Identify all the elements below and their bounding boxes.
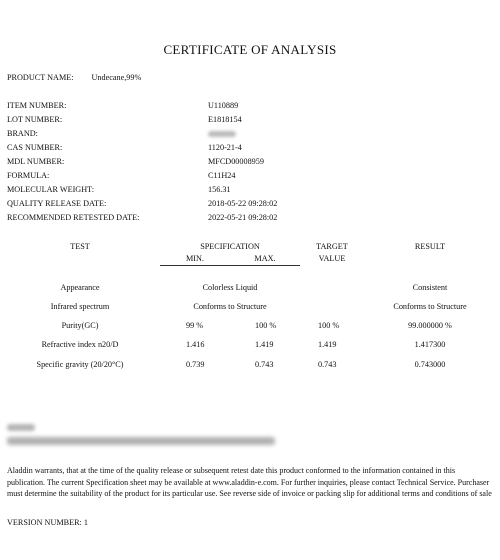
row-min: 0.739 (186, 360, 205, 369)
brand-redacted (208, 131, 236, 137)
header-target: TARGET (316, 242, 348, 251)
row-test: Infrared spectrum (50, 302, 110, 311)
row-result: 99.000000 % (408, 321, 452, 330)
info-label: RECOMMENDED RETESTED DATE: (7, 213, 140, 222)
header-specification: SPECIFICATION (200, 242, 260, 251)
row-min: 99 % (186, 321, 204, 330)
document-title: CERTIFICATE OF ANALYSIS (163, 42, 337, 57)
row-max: 1.419 (255, 340, 274, 349)
info-label: QUALITY RELEASE DATE: (7, 199, 107, 208)
row-test: Refractive index n20/D (41, 340, 119, 349)
row-spec: Conforms to Structure (193, 302, 267, 311)
info-row-cas-number (7, 141, 497, 155)
header-result: RESULT (414, 242, 446, 251)
header-min: MIN. (186, 254, 204, 263)
info-value: 1120-21-4 (208, 143, 242, 152)
info-value: 156.31 (208, 185, 231, 194)
info-value: 2022-05-21 09:28:02 (208, 213, 278, 222)
info-label: CAS NUMBER: (7, 143, 63, 152)
info-label: FORMULA: (7, 171, 50, 180)
version-number: VERSION NUMBER: 1 (7, 518, 88, 527)
info-label: ITEM NUMBER: (7, 101, 67, 110)
info-value: U110889 (208, 101, 239, 110)
row-test: Appearance (60, 283, 100, 292)
info-row-mdl-number (7, 155, 497, 169)
info-row-release-date (7, 197, 497, 211)
row-spec: Colorless Liquid (202, 283, 258, 292)
redacted-company-name (7, 424, 35, 431)
header-test: TEST (70, 242, 90, 251)
info-value: E1818154 (208, 115, 242, 124)
row-result: Consistent (412, 283, 448, 292)
info-row-formula (7, 169, 497, 183)
row-test: Specific gravity (20/20°C) (36, 360, 124, 369)
redacted-company-address (7, 437, 275, 445)
spec-underline (160, 265, 300, 266)
info-label: BRAND: (7, 129, 38, 138)
row-min: 1.416 (186, 340, 205, 349)
row-target: 100 % (318, 321, 340, 330)
product-name-value: Undecane,99% (91, 73, 142, 82)
row-target: 0.743 (318, 360, 337, 369)
info-row-retest-date (7, 211, 497, 225)
product-name-label: PRODUCT NAME: (7, 73, 74, 82)
row-max: 0.743 (255, 360, 274, 369)
info-value: C11H24 (208, 171, 236, 180)
product-name-line (7, 73, 141, 82)
info-block (7, 99, 497, 225)
header-value: VALUE (318, 254, 346, 263)
info-row-item-number (7, 99, 497, 113)
info-row-brand (7, 127, 497, 141)
info-value: MFCD00008959 (208, 157, 264, 166)
row-target: 1.419 (318, 340, 337, 349)
info-label: MDL NUMBER: (7, 157, 65, 166)
row-result: 1.417300 (414, 340, 446, 349)
row-max: 100 % (255, 321, 277, 330)
row-test: Purity(GC) (61, 321, 99, 330)
info-row-molecular-weight (7, 183, 497, 197)
row-result: 0.743000 (414, 360, 446, 369)
info-row-lot-number (7, 113, 497, 127)
info-label: MOLECULAR WEIGHT: (7, 185, 94, 194)
info-value: 2018-05-22 09:28:02 (208, 199, 278, 208)
header-max: MAX. (254, 254, 276, 263)
info-label: LOT NUMBER: (7, 115, 63, 124)
warranty-text: Aladdin warrants, that at the time of the quality release or subsequent retest date this product conformed to the information contained in this publication. The current Specification sheet may be available at www.aladdin-e.com. For further inquiries, please contact Technical Service. Purchaser must determine the suitability of the product for its particular use. See reverse side of invoice or packing slip for additional terms and conditions of sale (7, 466, 492, 498)
row-result: Conforms to Structure (393, 302, 467, 311)
